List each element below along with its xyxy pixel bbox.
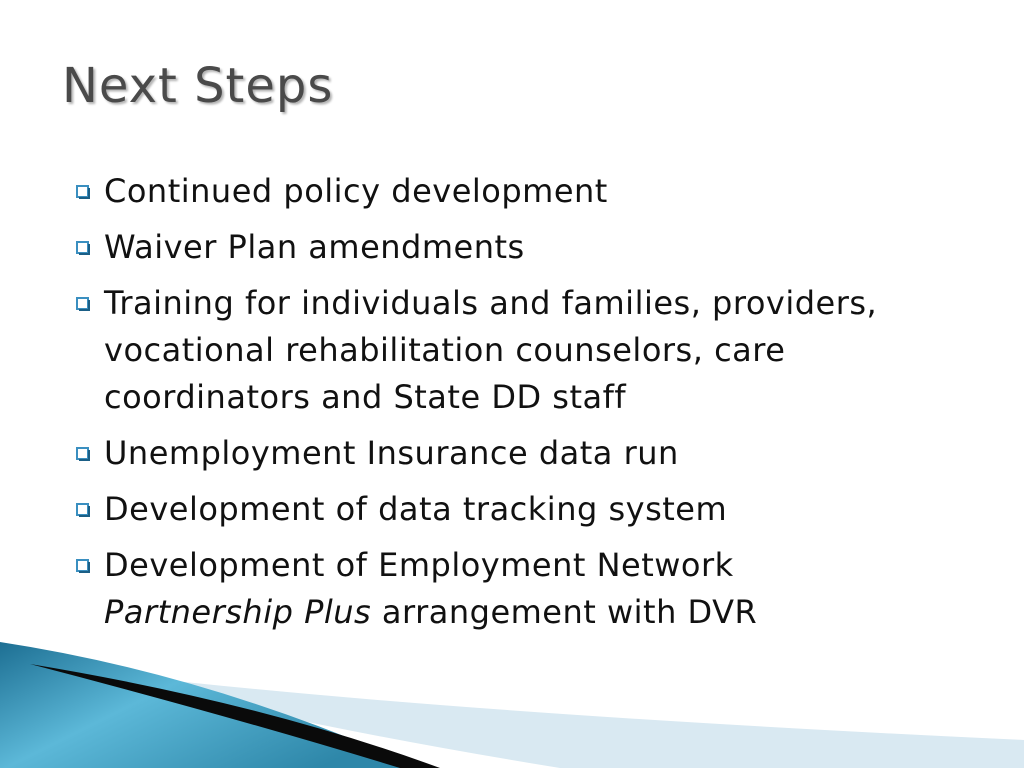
bullet-text: Training for individuals and families, providers, vocational rehabilitation counselors, care coordinators and State DD staff [104,284,878,416]
square-bullet-icon [76,241,91,256]
bullet-text: Development of Employment Network [104,546,734,584]
square-bullet-icon [76,185,91,200]
bullet-item-employment-network [74,542,954,636]
square-bullet-icon [76,559,91,574]
bullet-item-training [74,280,954,421]
bullet-item-waiver-plan [74,224,954,271]
bullet-item-policy-development [74,168,954,215]
corner-swoosh-graphic [0,630,1024,768]
square-bullet-icon [76,447,91,462]
bullet-list [74,168,954,645]
bullet-text: arrangement with DVR [371,593,758,631]
bullet-text: Waiver Plan amendments [104,228,525,266]
square-bullet-icon [76,503,91,518]
slide-title: Next Steps [62,58,334,114]
bullet-item-data-tracking [74,486,954,533]
bullet-text-italic: Partnership Plus [104,593,372,631]
square-bullet-icon [76,297,91,312]
bullet-text: Development of data tracking system [104,490,728,528]
bullet-item-unemployment-insurance [74,430,954,477]
bullet-text: Unemployment Insurance data run [104,434,679,472]
bullet-text: Continued policy development [104,172,608,210]
